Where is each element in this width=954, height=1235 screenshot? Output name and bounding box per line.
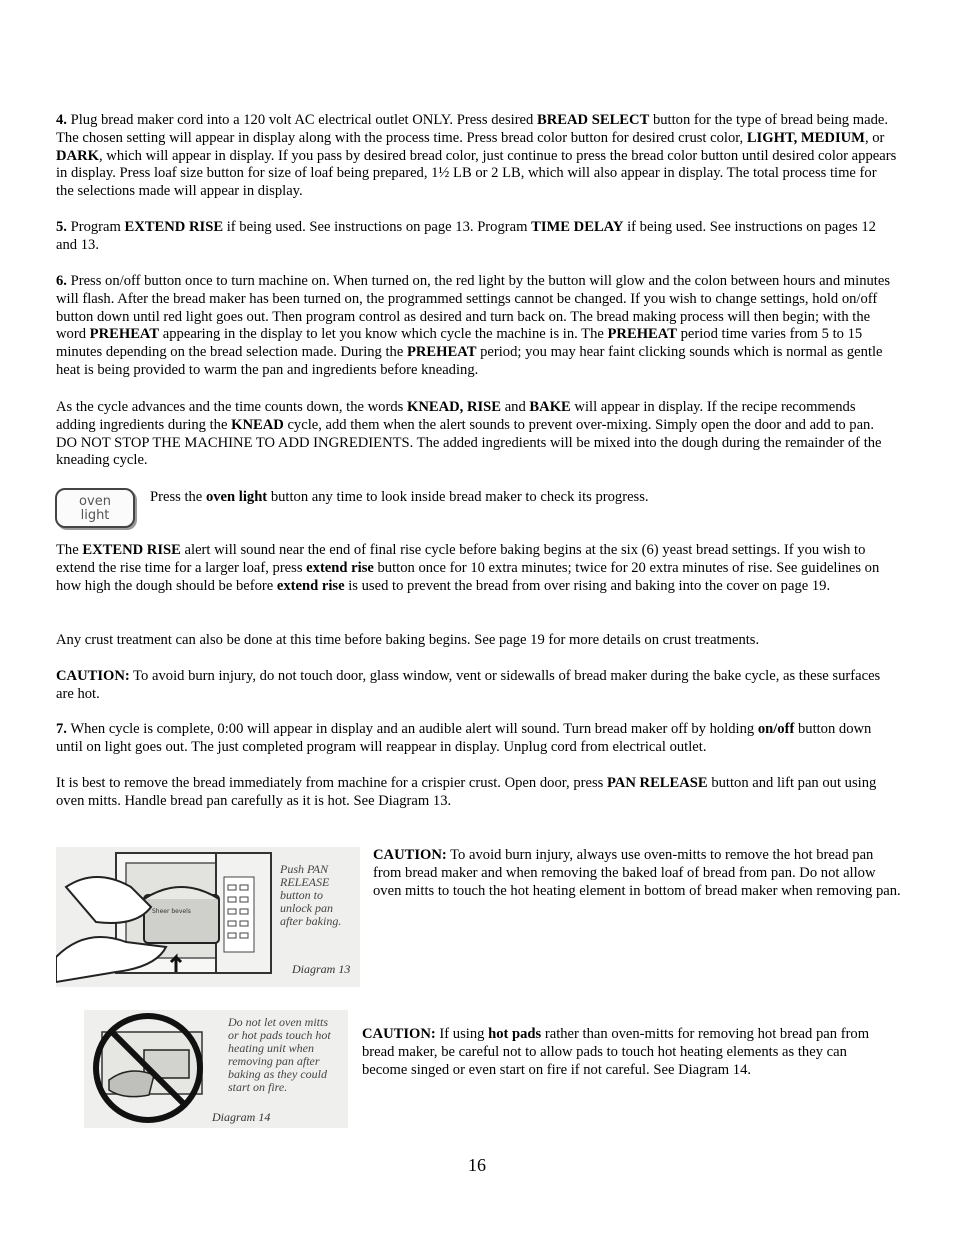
oven-light-button-line1: oven xyxy=(79,494,111,509)
oven-light-button-icon xyxy=(55,488,135,528)
cycle-paragraph: As the cycle advances and the time counts down, the words KNEAD, RISE and BAKE will appear in display. If the recipe recommends adding ingredients during the KNEAD cycle, add them when the alert sounds to prevent over-mixing. Simply open the door and add to pan. DO NOT STOP THE MACHINE TO ADD INGREDIENTS. The added ingredients will be mixed into the dough during the remainder of the kneading cycle. xyxy=(56,399,882,469)
oven-light-button-line2: light xyxy=(80,508,110,523)
diagram-13-caption: Diagram 13 xyxy=(292,962,351,976)
caution-oven-mitts-paragraph: CAUTION: To avoid burn injury, always use oven-mitts to remove the hot bread pan from bread maker and when removing the baked loaf of bread from pan. Do not allow oven mitts to touch the hot heating element in bottom of bread maker when removing pan. xyxy=(373,847,901,899)
step-number: 4. xyxy=(56,112,67,128)
step-7-paragraph: 7. When cycle is complete, 0:00 will appear in display and an audible alert will sound. Turn bread maker off by holding on/off button down until on light goes out. The just completed program will reappear in display. Unplug cord from electrical outlet. xyxy=(56,721,872,755)
diagram-14-note: Do not let oven mitts or hot pads touch hot heating unit when removing pan after baking as they could start on fire. xyxy=(228,1015,331,1094)
diagram-14-image xyxy=(84,1010,348,1128)
diagram-13-note: Push PAN RELEASE button to unlock pan after baking. xyxy=(280,862,342,928)
diagram-13-image xyxy=(56,847,360,987)
step-number: 7. xyxy=(56,721,67,737)
step-number: 6. xyxy=(56,273,67,289)
oven-light-paragraph: Press the oven light button any time to look inside bread maker to check its progress. xyxy=(150,489,649,505)
step-number: 5. xyxy=(56,219,67,235)
caution-paragraph: CAUTION: To avoid burn injury, do not touch door, glass window, vent or sidewalls of bread maker during the bake cycle, as these surfaces are hot. xyxy=(56,668,881,702)
crust-paragraph: Any crust treatment can also be done at this time before baking begins. See page 19 for more details on crust treatments. xyxy=(56,632,760,648)
step-5-paragraph: 5. Program EXTEND RISE if being used. See instructions on page 13. Program TIME DELAY if being used. See instructions on pages 12 and 13. xyxy=(56,219,876,253)
diagram-14-caption: Diagram 14 xyxy=(212,1110,271,1124)
remove-bread-paragraph: It is best to remove the bread immediately from machine for a crispier crust. Open door, press PAN RELEASE button and lift pan out using oven mitts. Handle bread pan carefully as it is hot. See Diagram 13. xyxy=(56,775,877,809)
step-6-paragraph: 6. Press on/off button once to turn machine on. When turned on, the red light by the button will glow and the colon between hours and minutes will flash. After the bread maker has been turned on, the programmed settings cannot be changed. If you wish to change settings, hold on/off button down until red light goes out. Then program control as desired and turn back on. The bread making process will then begin; with the word PREHEAT appearing in the display to let you know which cycle the machine is in. The PREHEAT period time varies from 5 to 15 minutes depending on the bread selection made. During the PREHEAT period; you may hear faint clicking sounds which is normal as gentle heat is being provided to warm the pan and ingredients before kneading. xyxy=(56,273,890,378)
caution-hot-pads-paragraph: CAUTION: If using hot pads rather than oven-mitts for removing hot bread pan from bread maker, be careful not to allow pads to touch hot heating elements as they can become singed or even start on fire if not careful. See Diagram 14. xyxy=(362,1026,870,1078)
diagram-13-pan-label: Sheer bevels xyxy=(152,908,191,915)
extend-rise-paragraph: The EXTEND RISE alert will sound near the end of final rise cycle before baking begins at the six (6) yeast bread settings. If you wish to extend the rise time for a larger loaf, press extend rise button once for 10 extra minutes; twice for 20 extra minutes of rise. See guidelines on how high the dough should be before extend rise is used to prevent the bread from over rising and baking into the cover on page 19. xyxy=(56,542,880,594)
step-4-paragraph: 4. Plug bread maker cord into a 120 volt AC electrical outlet ONLY. Press desired BREAD SELECT button for the type of bread being made. The chosen setting will appear in display along with the process time. Press bread color button for desired crust color, LIGHT, MEDIUM, or DARK, which will appear in display. If you pass by desired bread color, just continue to press the bread color button until desired color appears in display. Press loaf size button for size of loaf being prepared, 1½ LB or 2 LB, which will also appear in display. The total process time for the selections made will appear in display. xyxy=(56,112,897,200)
page-number: 16 xyxy=(468,1155,486,1175)
